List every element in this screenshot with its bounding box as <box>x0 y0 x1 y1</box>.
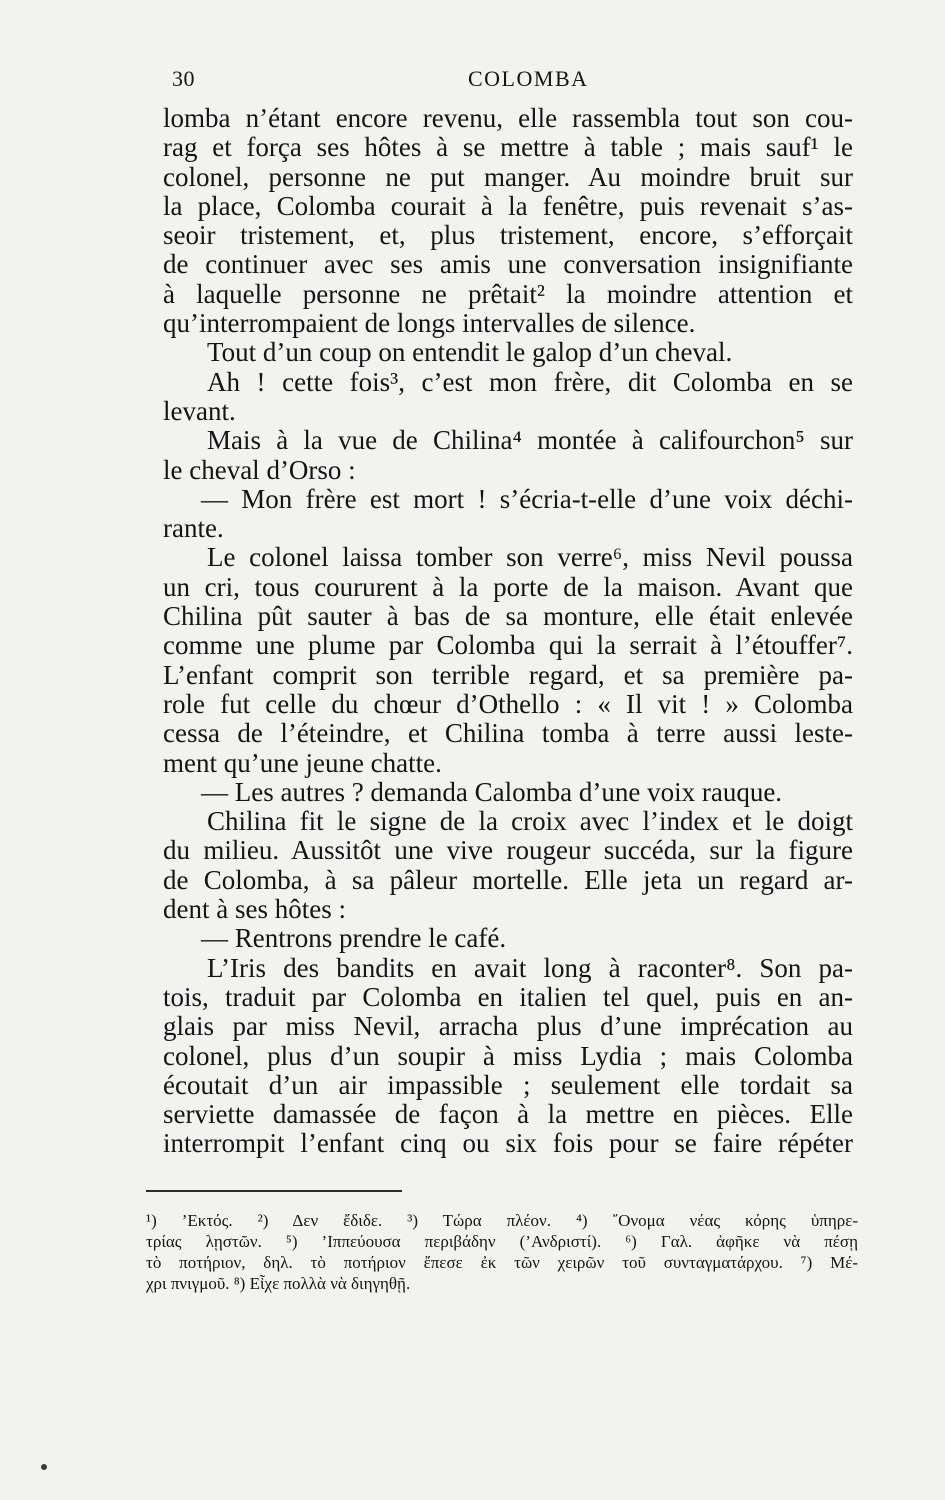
text-line: un cri, tous coururent à la porte de la maison. Avant que <box>163 572 853 602</box>
text-line: qu’interrompaient de longs intervalles de silence. <box>163 309 696 339</box>
text-line: — Les autres ? demanda Calomba d’une voix rauque. <box>201 777 783 807</box>
text-line: Chilina pût sauter à bas de sa monture, elle était enlevée <box>163 602 853 632</box>
text-line: L’enfant comprit son terrible regard, et sa première pa- <box>163 660 853 690</box>
text-line: à laquelle personne ne prêtait² la moindre attention et <box>163 279 853 309</box>
paper-speck <box>41 1464 47 1470</box>
text-line: rante. <box>163 514 224 544</box>
text-line: de Colomba, à sa pâleur mortelle. Elle jeta un regard ar- <box>163 865 853 895</box>
footnote-line: χρι πνιγμοῦ. ⁸) Εἶχε πολλὰ νὰ διηγηθῇ. <box>146 1274 411 1293</box>
footnotes <box>146 1210 858 1294</box>
text-line: cessa de l’éteindre, et Chilina tomba à terre aussi leste- <box>163 719 853 749</box>
text-line: — Rentrons prendre le café. <box>201 924 507 954</box>
footnote-line: τρίας λῃστῶν. ⁵) ’Ιππεύουσα περιβάδην (’Ανδριστί). ⁶) Γαλ. ἀφῆκε νὰ πέσῃ <box>146 1232 858 1251</box>
footnote-line: τὸ ποτήριον, δηλ. τὸ ποτήριον ἔπεσε ἐκ τῶν χειρῶν τοῦ συνταγματάρχου. ⁷) Μέ- <box>146 1253 858 1272</box>
text-line: Tout d’un coup on entendit le galop d’un cheval. <box>207 338 733 368</box>
text-line: le cheval d’Orso : <box>163 455 356 485</box>
text-line: du milieu. Aussitôt une vive rougeur succéda, sur la figure <box>163 836 853 866</box>
text-line: la place, Colomba courait à la fenêtre, puis revenait s’as- <box>163 191 853 221</box>
text-line: Mais à la vue de Chilina⁴ montée à califourchon⁵ sur <box>207 426 853 456</box>
text-line: Le colonel laissa tomber son verre⁶, miss Nevil poussa <box>207 543 853 573</box>
text-line: lomba n’étant encore revenu, elle rassembla tout son cou- <box>163 104 853 133</box>
text-line: serviette damassée de façon à la mettre en pièces. Elle <box>163 1100 853 1130</box>
text-line: levant. <box>163 396 236 426</box>
text-line: glais par miss Nevil, arracha plus d’une imprécation au <box>163 1012 853 1042</box>
text-line: écoutait d’un air impassible ; seulement elle tordait sa <box>163 1070 853 1100</box>
text-line: dent à ses hôtes : <box>163 895 346 925</box>
text-line: colonel, personne ne put manger. Au moindre bruit sur <box>163 162 853 192</box>
body-text <box>163 104 853 1159</box>
text-line: tois, traduit par Colomba en italien tel quel, puis en an- <box>163 982 853 1012</box>
running-title: COLOMBA <box>468 66 589 91</box>
footnote-rule <box>146 1190 402 1192</box>
text-line: role fut celle du chœur d’Othello : « Il vit ! » Colomba <box>163 689 853 719</box>
text-line: comme une plume par Colomba qui la serrait à l’étouffer⁷. <box>163 631 853 661</box>
footnote-line: ¹) ’Εκτός. ²) Δεν ἔδιδε. ³) Τώρα πλέον. ⁴) ῎Ονομα νέας κόρης ὑπηρε- <box>146 1211 858 1230</box>
text-line: Ah ! cette fois³, c’est mon frère, dit Colomba en se <box>207 367 853 397</box>
text-line: seoir tristement, et, plus tristement, encore, s’efforçait <box>163 221 853 251</box>
text-line: Chilina fit le signe de la croix avec l’index et le doigt <box>207 807 853 837</box>
text-line: interrompit l’enfant cinq ou six fois pour se faire répéter <box>163 1129 853 1159</box>
text-line: de continuer avec ses amis une conversation insignifiante <box>163 250 853 280</box>
text-line: rag et força ses hôtes à se mettre à table ; mais sauf¹ le <box>163 133 853 163</box>
text-line: L’Iris des bandits en avait long à raconter⁸. Son pa- <box>207 953 853 983</box>
text-line: colonel, plus d’un soupir à miss Lydia ; mais Colomba <box>163 1041 853 1071</box>
page-number: 30 <box>172 66 195 91</box>
text-line: — Mon frère est mort ! s’écria-t-elle d’une voix déchi- <box>201 484 853 514</box>
text-line: ment qu’une jeune chatte. <box>163 748 442 778</box>
running-head <box>168 66 858 96</box>
